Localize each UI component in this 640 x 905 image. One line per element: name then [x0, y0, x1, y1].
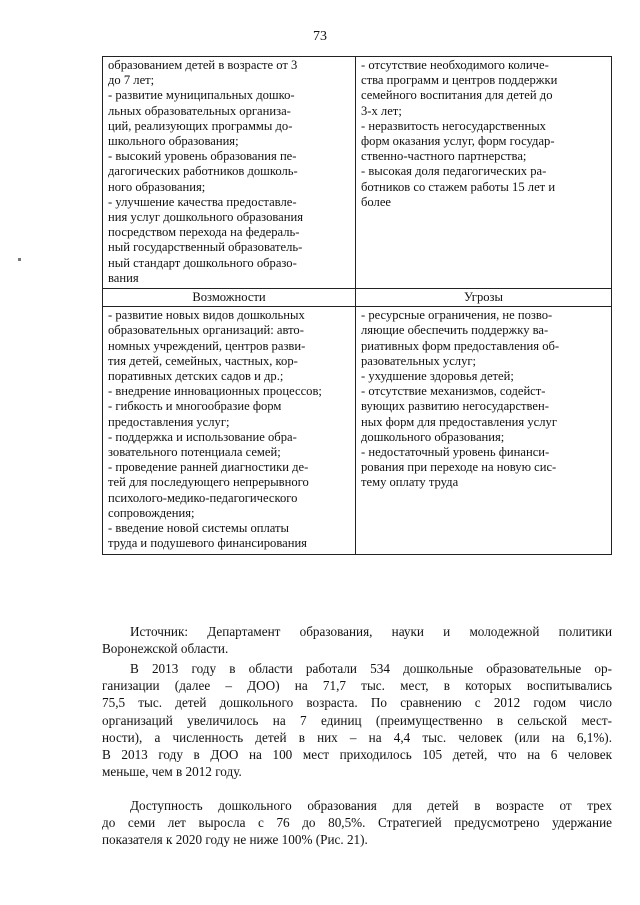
threats-header: Угрозы — [356, 289, 612, 307]
text-line: меньше, чем в 2012 году. — [102, 764, 242, 780]
text-line: ный стандарт дошкольного образо- — [108, 255, 297, 270]
text-line: - введение новой системы оплаты — [108, 521, 290, 536]
text-line: 75,5 тыс. детей дошкольного возраста. По сравнению с 2012 годом число — [102, 695, 612, 711]
text-line: В 2013 году в области работали 534 дошкольные образовательные ор- — [130, 661, 612, 676]
text-line: - развитие новых видов дошкольных — [108, 308, 305, 323]
scan-speck — [18, 258, 21, 261]
text-line: ляющие обеспечить поддержку ва- — [361, 323, 549, 338]
text-line: до 7 лет; — [108, 73, 155, 88]
text-line: Доступность дошкольного образования для детей в возрасте от трех — [130, 798, 612, 813]
text-line: тей для последующего непрерывного — [108, 475, 309, 490]
text-line: - отсутствие необходимого количе- — [361, 58, 549, 72]
text-line: В 2013 году в ДОО на 100 мест приходилось 105 детей, что на 6 человек — [102, 747, 612, 763]
text-line: льных образовательных организа- — [108, 103, 291, 118]
text-line: - улучшение качества предоставле- — [108, 194, 297, 209]
text-line: тия детей, семейных, частных, кор- — [108, 353, 298, 368]
text-line: тему оплату труда — [361, 475, 459, 490]
text-line: 3-х лет; — [361, 103, 402, 118]
text-line: - высокая доля педагогических ра- — [361, 164, 547, 179]
text-line: ности), а численность детей в них – на 4,4 тыс. человек (или на 6,1%). — [102, 729, 612, 745]
text-line: организаций увеличилось на 7 единиц (преимущественно в сельской мест- — [102, 712, 612, 728]
text-line: - недостаточный уровень финанси- — [361, 445, 550, 460]
text-line: риативных форм предоставления об- — [361, 338, 560, 353]
opportunities-header: Возможности — [103, 289, 356, 307]
text-line: труда и подушевого финансирования — [108, 536, 307, 551]
text-line: дошкольного образования; — [361, 429, 505, 444]
text-line: школьного образования; — [108, 134, 239, 149]
text-line: ных форм для предоставления услуг — [361, 414, 557, 429]
text-line: - высокий уровень образования пе- — [108, 149, 297, 164]
table-source-note — [102, 623, 612, 657]
text-line: предоставления услуг; — [108, 414, 230, 429]
weaknesses-cell — [356, 57, 612, 289]
text-line: более — [361, 194, 392, 209]
text-line: - проведение ранней диагностики де- — [108, 460, 309, 475]
text-line: ного образования; — [108, 179, 206, 194]
text-line: ботников со стажем работы 15 лет и — [361, 179, 556, 194]
table-row — [103, 307, 612, 554]
source-line: Воронежской области. — [102, 641, 229, 656]
text-line: психолого-медико-педагогического — [108, 490, 298, 505]
paragraph — [102, 797, 612, 849]
text-line: сопровождения; — [108, 505, 195, 520]
text-line: ций, реализующих программы до- — [108, 118, 293, 133]
text-line: - неразвитость негосударственных — [361, 118, 546, 133]
text-line: ния услуг дошкольного образования — [108, 210, 304, 225]
paragraph — [102, 660, 612, 780]
text-line: ства программ и центров поддержки — [361, 73, 558, 88]
text-line: семейного воспитания для детей до — [361, 88, 553, 103]
text-line: дагогических работников дошколь- — [108, 164, 298, 179]
text-line: - отсутствие механизмов, содейст- — [361, 384, 546, 399]
text-line: зовательного потенциала семей; — [108, 445, 281, 460]
text-line: образованием детей в возрасте от 3 — [108, 58, 298, 72]
text-line: - гибкость и многообразие форм — [108, 399, 282, 414]
text-line: ственно-частного партнерства; — [361, 149, 527, 164]
text-line: рования при переходе на новую сис- — [361, 460, 557, 475]
text-line: - ресурсные ограничения, не позво- — [361, 308, 553, 323]
text-line: - поддержка и использование обра- — [108, 429, 297, 444]
text-line: ганизации (далее – ДОО) на 71,7 тыс. мест, в которых воспитывались — [102, 678, 612, 694]
text-line: посредством перехода на федераль- — [108, 225, 300, 240]
text-line: вания — [108, 270, 139, 285]
text-line: до семи лет выросла с 76 до 80,5%. Стратегией предусмотрено удержание — [102, 815, 612, 831]
text-line: разовательных услуг; — [361, 353, 477, 368]
text-line: образовательных организаций: авто- — [108, 323, 304, 338]
text-line: вующих развитию негосударствен- — [361, 399, 549, 414]
table-header-row — [103, 289, 612, 307]
text-line: форм оказания услуг, форм государ- — [361, 134, 555, 149]
text-line: ный государственный образователь- — [108, 240, 303, 255]
text-line: - развитие муниципальных дошко- — [108, 88, 295, 103]
text-line: поративных детских садов и др.; — [108, 369, 284, 384]
text-line: - ухудшение здоровья детей; — [361, 369, 514, 384]
opportunities-cell — [103, 307, 356, 554]
text-line: показателя к 2020 году не ниже 100% (Рис. 21). — [102, 832, 368, 848]
threats-cell — [356, 307, 612, 554]
page-number: 73 — [313, 29, 327, 44]
text-line: номных учреждений, центров разви- — [108, 338, 306, 353]
strengths-cell — [103, 57, 356, 289]
text-line: - внедрение инновационных процессов; — [108, 384, 322, 399]
source-line: Источник: Департамент образования, науки и молодежной политики — [130, 624, 612, 639]
swot-table — [102, 56, 612, 555]
table-row — [103, 57, 612, 289]
